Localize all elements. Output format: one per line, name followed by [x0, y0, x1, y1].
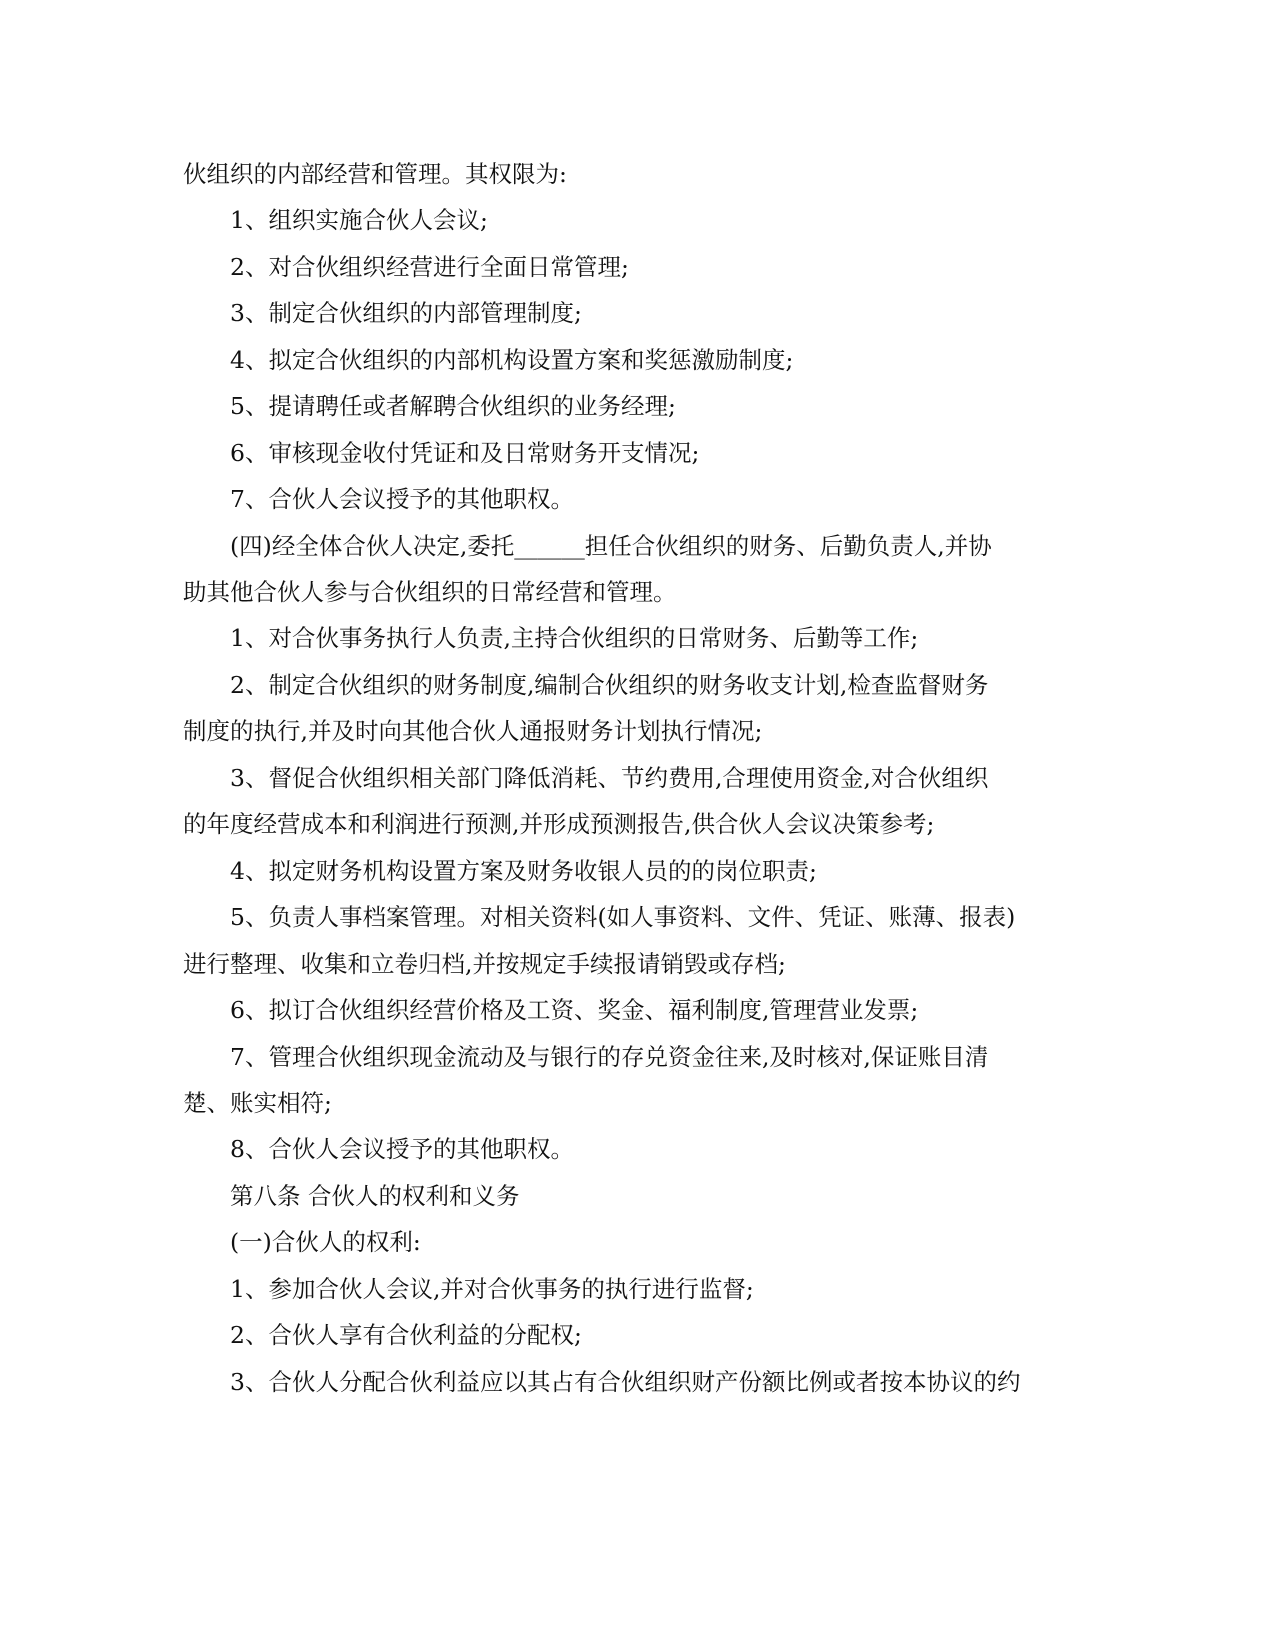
text-line: 4、拟定合伙组织的内部机构设置方案和奖惩激励制度;	[230, 346, 794, 374]
text-line: 1、对合伙事务执行人负责,主持合伙组织的日常财务、后勤等工作;	[230, 624, 919, 652]
text-line: 2、对合伙组织经营进行全面日常管理;	[230, 253, 629, 281]
text-line: 6、拟订合伙组织经营价格及工资、奖金、福利制度,管理营业发票;	[230, 996, 919, 1024]
text-line: 楚、账实相符;	[183, 1089, 332, 1117]
text-line: (一)合伙人的权利:	[230, 1228, 421, 1256]
text-line: 2、制定合伙组织的财务制度,编制合伙组织的财务收支计划,检查监督财务	[230, 671, 989, 699]
text-line: 的年度经营成本和利润进行预测,并形成预测报告,供合伙人会议决策参考;	[183, 810, 935, 838]
text-line: 6、审核现金收付凭证和及日常财务开支情况;	[230, 439, 700, 467]
text-line: 4、拟定财务机构设置方案及财务收银人员的的岗位职责;	[230, 857, 817, 885]
text-line: (四)经全体合伙人决定,委托______担任合伙组织的财务、后勤负责人,并协	[230, 532, 992, 560]
text-line: 8、合伙人会议授予的其他职权。	[230, 1135, 574, 1163]
section-heading: 第八条 合伙人的权利和义务	[230, 1182, 520, 1210]
text-line: 伙组织的内部经营和管理。其权限为:	[183, 160, 567, 188]
text-line: 进行整理、收集和立卷归档,并按规定手续报请销毁或存档;	[183, 950, 786, 978]
text-line: 助其他合伙人参与合伙组织的日常经营和管理。	[183, 578, 677, 606]
text-line: 1、参加合伙人会议,并对合伙事务的执行进行监督;	[230, 1275, 754, 1303]
text-line: 7、管理合伙组织现金流动及与银行的存兑资金往来,及时核对,保证账目清	[230, 1043, 989, 1071]
text-line: 7、合伙人会议授予的其他职权。	[230, 485, 574, 513]
text-line: 制度的执行,并及时向其他合伙人通报财务计划执行情况;	[183, 717, 763, 745]
text-line: 5、负责人事档案管理。对相关资料(如人事资料、文件、凭证、账薄、报表)	[230, 903, 1016, 931]
text-line: 2、合伙人享有合伙利益的分配权;	[230, 1321, 582, 1349]
text-line: 3、督促合伙组织相关部门降低消耗、节约费用,合理使用资金,对合伙组织	[230, 764, 989, 792]
text-line: 3、合伙人分配合伙利益应以其占有合伙组织财产份额比例或者按本协议的约	[230, 1368, 1021, 1396]
text-line: 1、组织实施合伙人会议;	[230, 206, 488, 234]
text-line: 3、制定合伙组织的内部管理制度;	[230, 299, 582, 327]
text-line: 5、提请聘任或者解聘合伙组织的业务经理;	[230, 392, 676, 420]
